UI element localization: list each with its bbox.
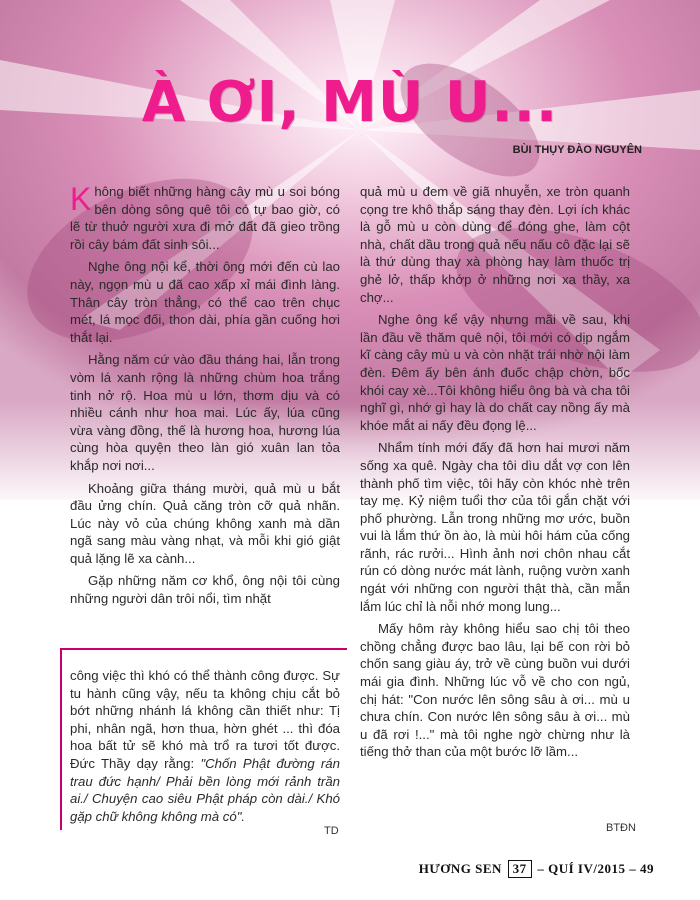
dropcap: K: [70, 181, 92, 217]
signature-td: TD: [324, 825, 339, 837]
paragraph: công việc thì khó có thể thành công được. Sự tu hành cũng vậy, nếu ta không chịu cắt bỏ bớt những nhánh lá không cần thiết như: Tị phi, nhân ngã, hơn thua, hờn ghét ... thì đóa hoa bất tử sẽ khó mà trổ ra tươi tốt được. Đức Thầy dạy rằng: "Chốn Phật đường rán trau đức hạnh/ Phải bền lòng mới rảnh trần ai./ Chuyện cao siêu Phật pháp còn dài./ Khó gặp chữ không không mà có".: [70, 668, 340, 824]
magazine-name: HƯƠNG SEN: [418, 861, 502, 876]
paragraph: Gặp những năm cơ khổ, ông nội tôi cùng những người dân trôi nổi, tìm nhặt: [70, 573, 340, 607]
article-column-2: [360, 183, 630, 766]
paragraph: Nhẩm tính mới đấy đã hơn hai mươi năm sống xa quê. Ngày cha tôi dìu dắt vợ con lên thành phố tìm việc, tôi hãy còn khóc nhè trên tay mẹ. Kỷ niệm tuổi thơ của tôi gắn chặt với phố phường. Lẫn trong những mơ ước, buồn vui là lắm thứ ồn ào, là mùi hôi hám của cống rãnh, rác rưởi... Hình ảnh nơi chôn nhau cắt rún có dòng nước mát lành, ruộng vườn xanh ngát với những con người thật thà, cần mẫn lắm lúc chỉ là nỗi nhớ mong lung...: [360, 440, 630, 614]
paragraph: Không biết những hàng cây mù u soi bóng bên dòng sông quê tôi có tự bao giờ, có lẽ từ thuở người xưa đi mở đất đã gieo trồng rồi cây bám đất sinh sôi...: [70, 181, 340, 252]
paragraph: Mấy hôm rày không hiểu sao chị tôi theo chồng chẳng được bao lâu, lại bế con rời bỏ chốn sang giàu áy, trở về cùng buồn vui dưới mái gia đình. Những lúc vỗ về cho con ngủ, chị hát: "Con nước lên sông sâu à ơi... mù u chưa chín. Con nước lên sông sâu à ơi... mù u đã rơi !..." mà tôi nghe ngờ chừng như là tiếng thở than của một bước lỡ lầm...: [360, 621, 630, 760]
page-title: À ƠI, MÙ U...: [141, 70, 559, 135]
author-name: BÙI THỤY ĐÀO NGUYÊN: [512, 144, 642, 156]
signature-btdn: BTĐN: [606, 822, 636, 834]
paragraph: Khoảng giữa tháng mười, quả mù u bắt đầu ửng chín. Quả căng tròn cỡ quả nhãn. Lúc này vỏ của chúng không xanh mà dần ngã sang màu vàng nhạt, và mỗi khi gió giật quả lặng lẽ xa cành...: [70, 480, 340, 566]
quote-text: "Chốn Phật đường rán trau đức hạnh/ Phải bền lòng mới rảnh trần ai./ Chuyện cao siêu Phật pháp còn dài./ Khó gặp chữ không không mà có".: [70, 755, 340, 824]
issue-number: 37: [508, 860, 532, 878]
paragraph: Nghe ông kể vậy nhưng mãi về sau, khi lần đầu về thăm quê nội, tôi mới có dịp ngắm kĩ càng cây mù u và còn nhặt trái nhờ nội làm đèn. Đêm ấy bên ánh đuốc chập chờn, bốc khói cay xè...Tôi không hiểu ông bà và cha tôi nghĩ gì, nhớ gì hay là do chất cay nồng ấy mà khóe mắt ai nấy đều đọng lệ...: [360, 312, 630, 433]
paragraph: quả mù u đem về giã nhuyễn, xe tròn quanh cọng tre khô thắp sáng thay đèn. Lợi ích khác là gỗ mù u còn dùng để đóng ghe, làm cột nhà, chất dầu trong quả nếu nấu cô đặc lại sẽ là thứ dùng thay xà phòng hay làm thuốc trị ghẻ lở, thấp khớp ở những nơi xa thầy, xa chợ...: [360, 184, 630, 305]
paragraph: Nghe ông nội kể, thời ông mới đến cù lao này, ngọn mù u đã cao xấp xỉ mái đình làng. Thân cây tròn thẳng, có thể cao trên chục mét, lá mọc đối, thon dài, phía gần cuống hơi thắt lại.: [70, 259, 340, 345]
issue-date-page: – QUÍ IV/2015 – 49: [537, 861, 654, 876]
previous-article-column: [70, 667, 340, 830]
page-footer: [419, 860, 654, 878]
article-column-1: [70, 183, 340, 613]
paragraph: Hằng năm cứ vào đầu tháng hai, lẫn trong vòm lá xanh rộng là những chùm hoa trắng tinh nở rộ. Hoa mù u lớn, thơm dịu và có nhiều cánh như hoa mai. Lúc ấy, lúa cũng vừa vàng đồng, thế là hương hoa, hương lúa cùng hòa quyện theo làn gió xuân lan tỏa khắp nơi nơi...: [70, 352, 340, 473]
